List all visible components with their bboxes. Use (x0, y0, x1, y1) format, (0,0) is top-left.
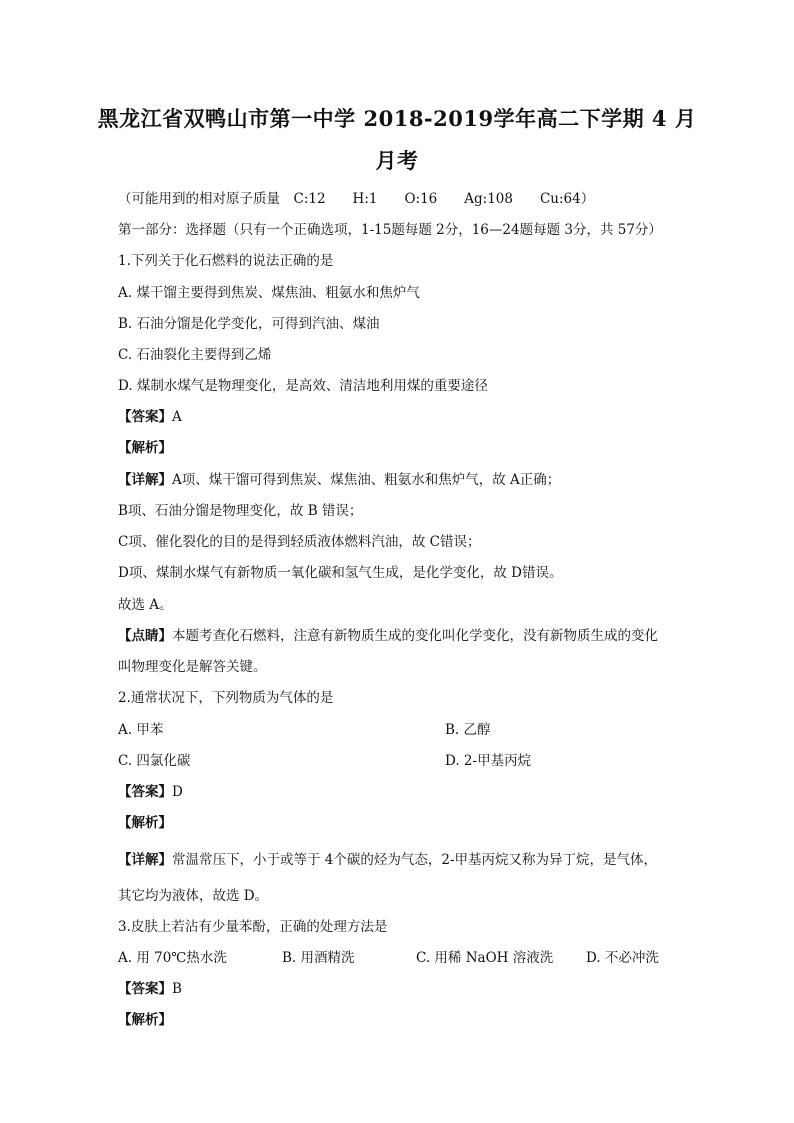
q1-conclusion: 故选 A。 (118, 597, 173, 613)
tip-label: 【点睛】 (118, 628, 172, 644)
q3-option-c: C. 用稀 NaOH 溶液洗 (416, 950, 554, 966)
q1-option-a: A. 煤干馏主要得到焦炭、煤焦油、粗氨水和焦炉气 (118, 285, 420, 301)
section-heading: 第一部分：选择题（只有一个正确选项，1-15题每题 2分，16—24题每题 3分，共 57分） (118, 222, 662, 238)
q1-stem: 1.下列关于化石燃料的说法正确的是 (118, 253, 334, 269)
answer-label: 【答案】 (118, 784, 172, 800)
q3-option-a: A. 用 70℃热水洗 (118, 950, 227, 966)
q2-option-b: B. 乙醇 (445, 722, 491, 738)
answer-label: 【答案】 (118, 409, 172, 425)
q3-stem: 3.皮肤上若沾有少量苯酚，正确的处理方法是 (118, 919, 388, 935)
q2-option-c: C. 四氯化碳 (118, 753, 191, 769)
q2-answer (118, 780, 183, 800)
q3-answer (118, 977, 182, 997)
tip-text: 本题考查化石燃料，注意有新物质生成的变化叫化学变化，没有新物质生成的变化 (172, 628, 658, 644)
q2-analysis-label: 【解析】 (118, 815, 172, 831)
q1-detail-line1 (118, 468, 560, 488)
answer-value: B (172, 981, 182, 997)
atomic-mass-note: （可能用到的相对原子质量 C:12 H:1 O:16 Ag:108 Cu:64） (118, 191, 595, 207)
page-title-line2: 月考 (375, 148, 419, 173)
q1-tip-line1 (118, 624, 658, 644)
q3-option-d: D. 不必冲洗 (586, 950, 659, 966)
q1-detail-line3: C项、催化裂化的目的是得到轻质液体燃料汽油，故 C错误； (118, 534, 481, 550)
q2-option-d: D. 2-甲基丙烷 (445, 753, 532, 769)
q2-stem: 2.通常状况下，下列物质为气体的是 (118, 690, 334, 706)
q3-option-b: B. 用酒精洗 (282, 950, 355, 966)
q2-option-a: A. 甲苯 (118, 722, 164, 738)
q1-answer (118, 405, 182, 425)
detail-text: 常温常压下，小于或等于 4个碳的烃为气态，2-甲基丙烷又称为异丁烷，是气体， (172, 852, 658, 868)
page-title-line1: 黑龙江省双鸭山市第一中学 2018-2019学年高二下学期 4 月 (97, 106, 697, 131)
detail-label: 【详解】 (118, 852, 172, 868)
detail-label: 【详解】 (118, 472, 172, 488)
answer-value: A (172, 409, 182, 425)
q1-analysis-label: 【解析】 (118, 440, 172, 456)
q1-option-b: B. 石油分馏是化学变化，可得到汽油、煤油 (118, 316, 380, 332)
q1-detail-line4: D项、煤制水煤气有新物质一氧化碳和氢气生成，是化学变化，故 D错误。 (118, 565, 563, 581)
q1-tip-line2: 叫物理变化是解答关键。 (118, 659, 267, 675)
q2-detail-line2: 其它均为液体，故选 D。 (118, 888, 269, 904)
answer-value: D (172, 784, 183, 800)
q1-option-c: C. 石油裂化主要得到乙烯 (118, 347, 272, 363)
q1-option-d: D. 煤制水煤气是物理变化，是高效、清洁地利用煤的重要途径 (118, 378, 488, 394)
q2-detail-line1 (118, 848, 657, 868)
detail-text: A项、煤干馏可得到焦炭、煤焦油、粗氨水和焦炉气，故 A正确； (172, 472, 561, 488)
q1-detail-line2: B项、石油分馏是物理变化，故 B 错误； (118, 503, 363, 519)
q3-analysis-label: 【解析】 (118, 1012, 172, 1028)
answer-label: 【答案】 (118, 981, 172, 997)
